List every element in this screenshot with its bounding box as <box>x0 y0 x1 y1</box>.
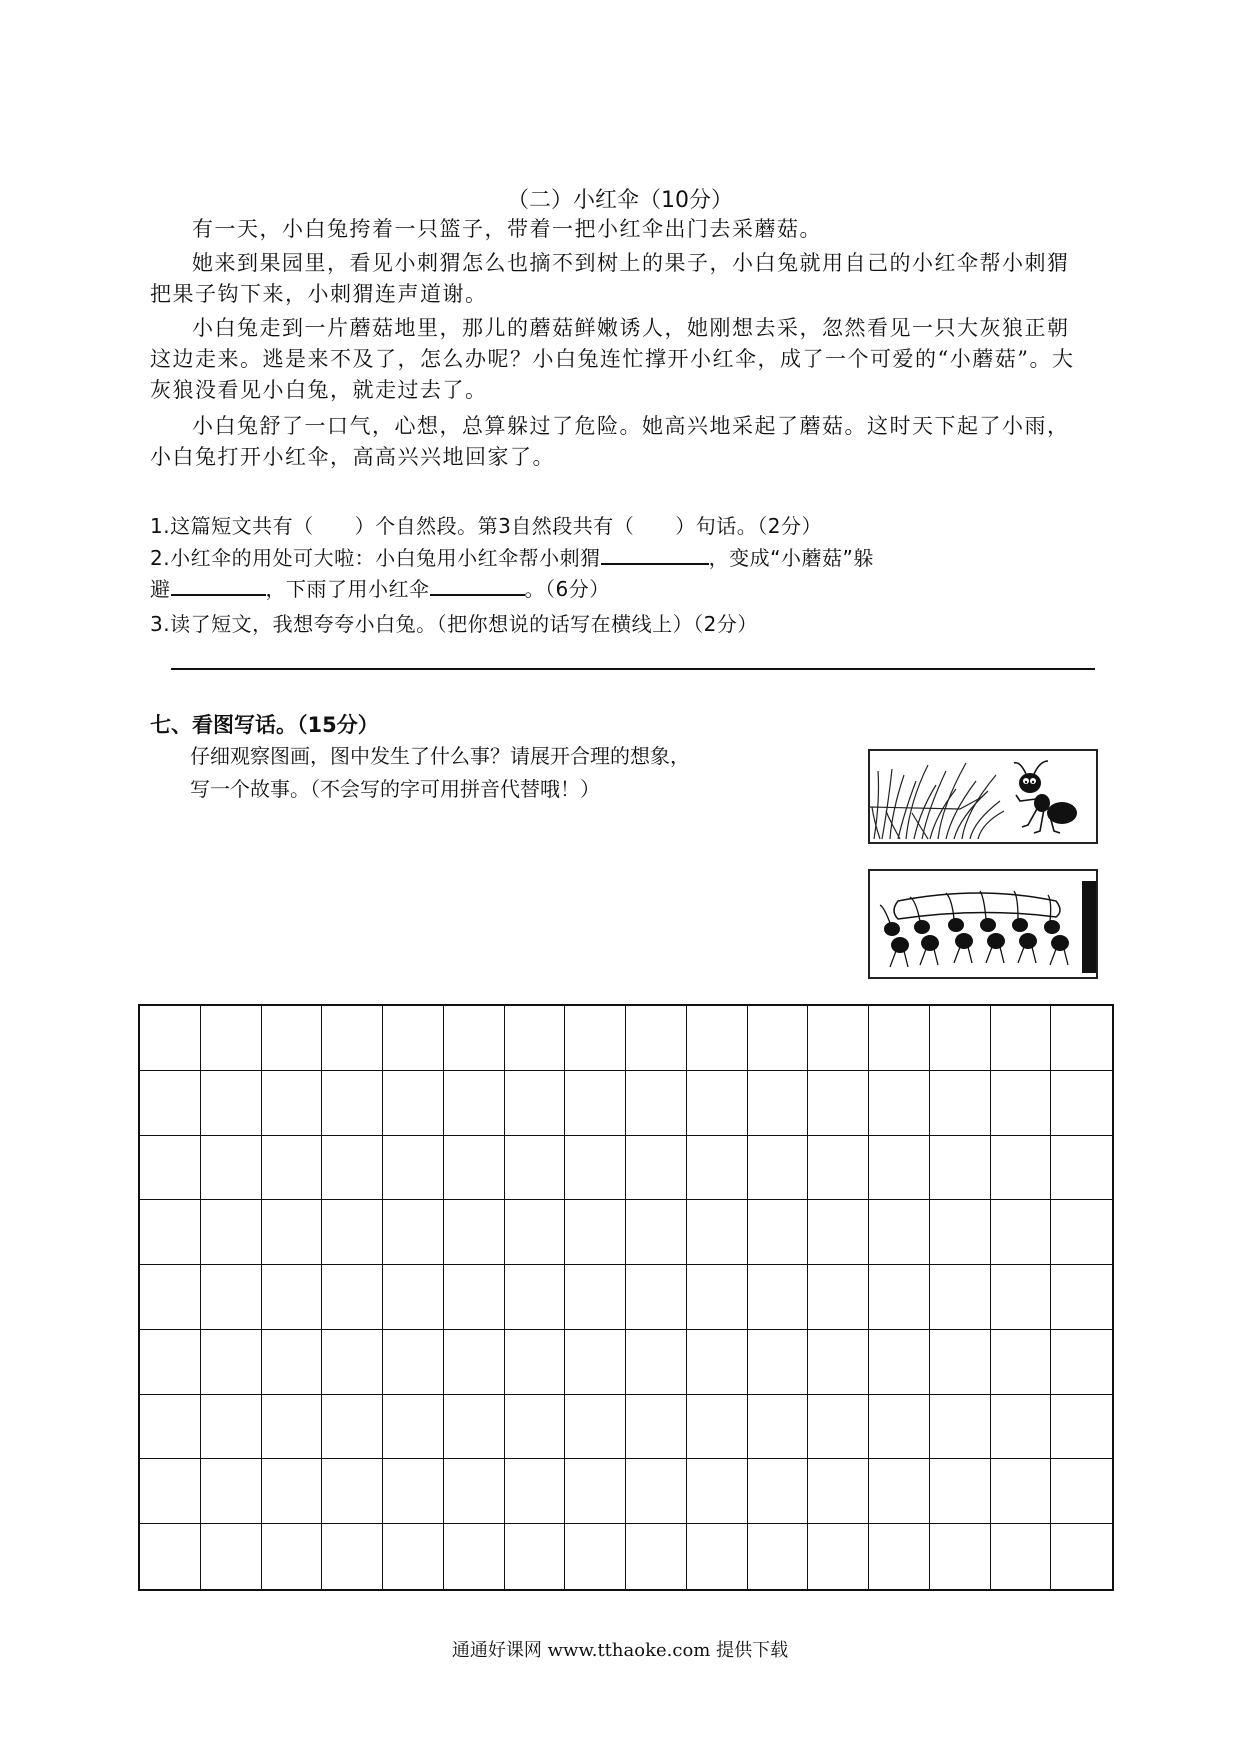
grid-cell[interactable] <box>565 1006 626 1071</box>
section-7-instruction <box>190 740 830 806</box>
grid-cell[interactable] <box>565 1071 626 1136</box>
grid-cell[interactable] <box>140 1524 201 1589</box>
grid-cell[interactable] <box>930 1330 991 1395</box>
grid-cell[interactable] <box>140 1459 201 1524</box>
grid-cell[interactable] <box>322 1459 383 1524</box>
grid-cell[interactable] <box>140 1395 201 1460</box>
grid-cell[interactable] <box>808 1330 869 1395</box>
grid-cell[interactable] <box>1051 1071 1112 1136</box>
grid-cell[interactable] <box>322 1524 383 1589</box>
grid-cell[interactable] <box>322 1071 383 1136</box>
grid-cell[interactable] <box>505 1459 566 1524</box>
grid-cell[interactable] <box>1051 1330 1112 1395</box>
grid-cell[interactable] <box>748 1395 809 1460</box>
grid-cell[interactable] <box>991 1265 1052 1330</box>
grid-cell[interactable] <box>383 1071 444 1136</box>
grid-cell[interactable] <box>687 1006 748 1071</box>
grid-cell[interactable] <box>930 1071 991 1136</box>
grid-cell[interactable] <box>748 1200 809 1265</box>
grid-cell[interactable] <box>1051 1459 1112 1524</box>
grid-cell[interactable] <box>565 1200 626 1265</box>
story-paragraph-3: 小白兔走到一片蘑菇地里，那儿的蘑菇鲜嫩诱人，她刚想去采，忽然看见一只大灰狼正朝这边走来。逃是来不及了，怎么办呢？小白兔连忙撑开小红伞，成了一个可爱的“小蘑菇”。大灰狼没看见小白兔，就走过去了。 <box>150 316 1075 402</box>
grid-cell[interactable] <box>201 1006 262 1071</box>
grid-cell[interactable] <box>930 1395 991 1460</box>
grid-cell[interactable] <box>626 1006 687 1071</box>
grid-cell[interactable] <box>626 1265 687 1330</box>
grid-cell[interactable] <box>991 1006 1052 1071</box>
grid-cell[interactable] <box>505 1136 566 1201</box>
question-2 <box>150 543 1100 605</box>
grid-cell[interactable] <box>383 1330 444 1395</box>
grid-cell[interactable] <box>748 1524 809 1589</box>
grid-cell[interactable] <box>383 1136 444 1201</box>
grid-cell[interactable] <box>748 1071 809 1136</box>
grid-cell[interactable] <box>140 1200 201 1265</box>
instruction-line-1: 仔细观察图画，图中发生了什么事？请展开合理的想象， <box>190 744 690 768</box>
grid-cell[interactable] <box>869 1265 930 1330</box>
grid-cell[interactable] <box>1051 1395 1112 1460</box>
grid-cell[interactable] <box>262 1395 323 1460</box>
grid-cell[interactable] <box>565 1524 626 1589</box>
grid-cell[interactable] <box>808 1071 869 1136</box>
grid-cell[interactable] <box>505 1200 566 1265</box>
grid-cell[interactable] <box>505 1330 566 1395</box>
grid-cell[interactable] <box>869 1006 930 1071</box>
grid-cell[interactable] <box>262 1071 323 1136</box>
answer-blank-2[interactable] <box>171 574 266 596</box>
grid-cell[interactable] <box>626 1395 687 1460</box>
grid-cell[interactable] <box>930 1136 991 1201</box>
grid-cell[interactable] <box>991 1071 1052 1136</box>
grid-cell[interactable] <box>869 1136 930 1201</box>
grid-cell[interactable] <box>687 1071 748 1136</box>
grid-cell[interactable] <box>869 1459 930 1524</box>
grid-cell[interactable] <box>201 1395 262 1460</box>
grid-cell[interactable] <box>1051 1524 1112 1589</box>
grid-cell[interactable] <box>565 1395 626 1460</box>
grid-cell[interactable] <box>505 1524 566 1589</box>
grid-cell[interactable] <box>687 1524 748 1589</box>
grid-cell[interactable] <box>808 1265 869 1330</box>
grid-cell[interactable] <box>383 1459 444 1524</box>
grid-cell[interactable] <box>322 1200 383 1265</box>
illustration-ants-carrying <box>868 869 1098 979</box>
grid-cell[interactable] <box>444 1200 505 1265</box>
grid-cell[interactable] <box>930 1006 991 1071</box>
grid-cell[interactable] <box>565 1330 626 1395</box>
question-2-part-e: 。（6分） <box>524 577 610 601</box>
grid-cell[interactable] <box>565 1459 626 1524</box>
question-2-part-c: 避 <box>150 577 171 601</box>
grid-cell[interactable] <box>991 1524 1052 1589</box>
grid-cell[interactable] <box>626 1200 687 1265</box>
grid-cell[interactable] <box>748 1006 809 1071</box>
answer-blank-3[interactable] <box>430 574 525 596</box>
grid-cell[interactable] <box>930 1265 991 1330</box>
story-paragraph-2: 她来到果园里，看见小刺猬怎么也摘不到树上的果子，小白兔就用自己的小红伞帮小刺猬把果子钩下来，小刺猬连声道谢。 <box>150 251 1070 306</box>
grid-cell[interactable] <box>1051 1265 1112 1330</box>
grid-cell[interactable] <box>687 1136 748 1201</box>
grid-cell[interactable] <box>687 1395 748 1460</box>
grid-cell[interactable] <box>626 1330 687 1395</box>
grid-cell[interactable] <box>201 1071 262 1136</box>
ant-figure <box>1019 773 1077 824</box>
grid-cell[interactable] <box>748 1330 809 1395</box>
story-paragraph-1: 有一天，小白兔挎着一只篮子，带着一把小红伞出门去采蘑菇。 <box>192 217 822 241</box>
grid-cell[interactable] <box>140 1136 201 1201</box>
grid-cell[interactable] <box>140 1071 201 1136</box>
grid-cell[interactable] <box>869 1200 930 1265</box>
grid-cell[interactable] <box>505 1071 566 1136</box>
grid-cell[interactable] <box>565 1136 626 1201</box>
grid-cell[interactable] <box>322 1395 383 1460</box>
grid-cell[interactable] <box>991 1459 1052 1524</box>
answer-blank-1[interactable] <box>601 543 709 565</box>
grid-cell[interactable] <box>869 1395 930 1460</box>
grid-cell[interactable] <box>444 1330 505 1395</box>
grid-cell[interactable] <box>687 1200 748 1265</box>
grid-cell[interactable] <box>140 1006 201 1071</box>
answer-line-3[interactable] <box>171 668 1095 670</box>
grid-cell[interactable] <box>262 1006 323 1071</box>
grid-cell[interactable] <box>687 1265 748 1330</box>
footer-source: 通通好课网 www.tthaoke.com 提供下载 <box>451 1640 789 1661</box>
grid-cell[interactable] <box>201 1200 262 1265</box>
grid-cell[interactable] <box>808 1200 869 1265</box>
question-2-part-a: 2.小红伞的用处可大啦：小白兔用小红伞帮小刺猬 <box>150 546 601 570</box>
grid-cell[interactable] <box>991 1330 1052 1395</box>
grid-cell[interactable] <box>505 1006 566 1071</box>
illustration-ant-grass <box>868 749 1098 844</box>
grid-cell[interactable] <box>1051 1136 1112 1201</box>
grid-cell[interactable] <box>444 1006 505 1071</box>
grid-cell[interactable] <box>262 1200 323 1265</box>
grid-cell[interactable] <box>383 1200 444 1265</box>
grid-cell[interactable] <box>808 1006 869 1071</box>
grid-cell[interactable] <box>383 1395 444 1460</box>
grid-cell[interactable] <box>383 1006 444 1071</box>
grid-cell[interactable] <box>201 1524 262 1589</box>
grid-cell[interactable] <box>748 1265 809 1330</box>
grid-cell[interactable] <box>991 1136 1052 1201</box>
grid-cell[interactable] <box>991 1200 1052 1265</box>
grid-cell[interactable] <box>201 1459 262 1524</box>
grid-cell[interactable] <box>201 1265 262 1330</box>
grid-cell[interactable] <box>626 1136 687 1201</box>
grid-cell[interactable] <box>991 1395 1052 1460</box>
writing-grid <box>138 1004 1114 1591</box>
ant-grass-drawing <box>870 751 1096 842</box>
section-7-heading: 七、看图写话。（15分） <box>150 713 379 737</box>
story-paragraph-4: 小白兔舒了一口气，心想，总算躲过了危险。她高兴地采起了蘑菇。这时天下起了小雨，小白兔打开小红伞，高高兴兴地回家了。 <box>150 414 1070 469</box>
grid-cell[interactable] <box>1051 1006 1112 1071</box>
grid-cell[interactable] <box>262 1136 323 1201</box>
grid-cell[interactable] <box>808 1524 869 1589</box>
grid-cell[interactable] <box>930 1459 991 1524</box>
grid-cell[interactable] <box>687 1459 748 1524</box>
grid-cell[interactable] <box>565 1265 626 1330</box>
grid-cell[interactable] <box>322 1006 383 1071</box>
question-2-part-d: ，下雨了用小红伞 <box>265 577 430 601</box>
grid-cell[interactable] <box>808 1459 869 1524</box>
grid-cell[interactable] <box>444 1136 505 1201</box>
grid-cell[interactable] <box>262 1524 323 1589</box>
ants-carrying-drawing <box>870 871 1096 977</box>
grid-cell[interactable] <box>322 1136 383 1201</box>
grid-cell[interactable] <box>505 1395 566 1460</box>
grid-cell[interactable] <box>1051 1200 1112 1265</box>
question-3: 3.读了短文，我想夸夸小白兔。（把你想说的话写在横线上）（2分） <box>150 612 758 636</box>
grid-cell[interactable] <box>808 1395 869 1460</box>
grid-cell[interactable] <box>626 1071 687 1136</box>
grid-cell[interactable] <box>444 1265 505 1330</box>
grid-cell[interactable] <box>262 1265 323 1330</box>
instruction-line-2: 写一个故事。（不会写的字可用拼音代替哦！） <box>190 777 600 801</box>
grid-cell[interactable] <box>201 1136 262 1201</box>
grid-cell[interactable] <box>748 1136 809 1201</box>
grid-cell[interactable] <box>140 1330 201 1395</box>
grid-cell[interactable] <box>444 1524 505 1589</box>
grid-cell[interactable] <box>505 1265 566 1330</box>
story-title: （二）小红伞（10分） <box>507 188 733 213</box>
grid-cell[interactable] <box>383 1524 444 1589</box>
question-2-part-b: ，变成“小蘑菇”躲 <box>708 546 874 570</box>
grid-cell[interactable] <box>930 1524 991 1589</box>
grid-cell[interactable] <box>869 1524 930 1589</box>
grid-cell[interactable] <box>322 1330 383 1395</box>
grid-cell[interactable] <box>262 1330 323 1395</box>
grid-cell[interactable] <box>626 1459 687 1524</box>
grid-cell[interactable] <box>687 1330 748 1395</box>
question-1: 1.这篇短文共有（ ）个自然段。第3自然段共有（ ）句话。（2分） <box>150 514 823 538</box>
grid-cell[interactable] <box>322 1265 383 1330</box>
grid-cell[interactable] <box>444 1459 505 1524</box>
grid-cell[interactable] <box>383 1265 444 1330</box>
grid-cell[interactable] <box>808 1136 869 1201</box>
grid-cell[interactable] <box>444 1071 505 1136</box>
grid-cell[interactable] <box>869 1071 930 1136</box>
grid-cell[interactable] <box>869 1330 930 1395</box>
grid-cell[interactable] <box>626 1524 687 1589</box>
grid-cell[interactable] <box>444 1395 505 1460</box>
grid-cell[interactable] <box>930 1200 991 1265</box>
grid-cell[interactable] <box>201 1330 262 1395</box>
grid-cell[interactable] <box>748 1459 809 1524</box>
grid-cell[interactable] <box>140 1265 201 1330</box>
grid-cell[interactable] <box>262 1459 323 1524</box>
